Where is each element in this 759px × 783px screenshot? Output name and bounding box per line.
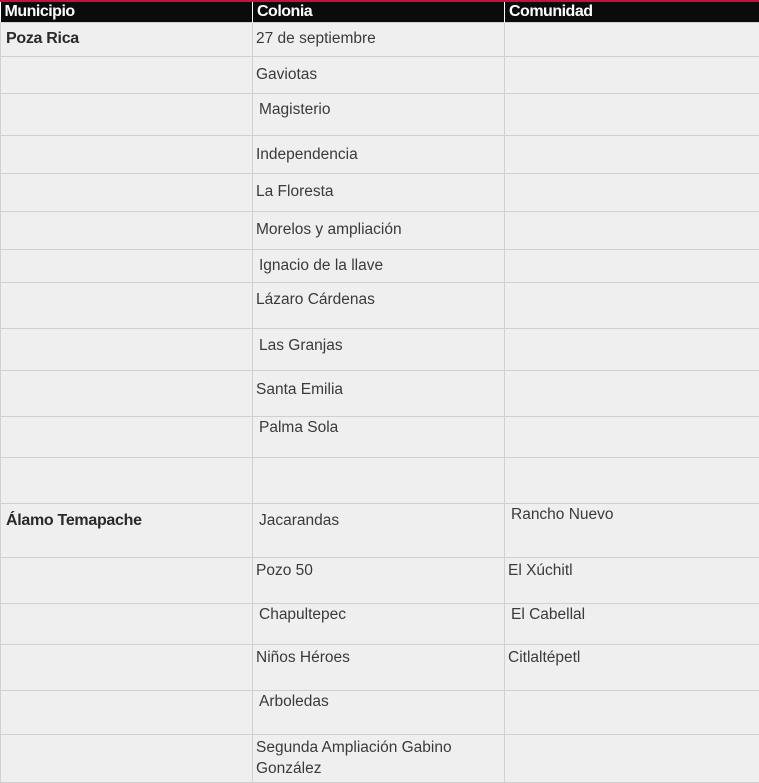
header-colonia: Colonia <box>253 2 505 23</box>
cell-comunidad <box>505 371 759 417</box>
cell-colonia: 27 de septiembre <box>253 23 505 57</box>
table-row <box>1 250 759 283</box>
table-row <box>1 371 759 417</box>
table-row <box>1 57 759 94</box>
table-row <box>1 417 759 458</box>
cell-colonia: Magisterio <box>253 94 505 136</box>
table-row <box>1 174 759 212</box>
cell-colonia: Palma Sola <box>253 417 505 458</box>
table-row <box>1 558 759 604</box>
cell-municipio <box>1 371 253 417</box>
cell-municipio: Álamo Temapache <box>1 504 253 558</box>
header-row <box>1 2 759 23</box>
cell-colonia: Segunda Ampliación Gabino González <box>253 735 505 783</box>
cell-municipio <box>1 645 253 691</box>
cell-colonia: Niños Héroes <box>253 645 505 691</box>
table-row <box>1 23 759 57</box>
cell-municipio <box>1 604 253 645</box>
cell-colonia: Arboledas <box>253 691 505 735</box>
cell-municipio <box>1 174 253 212</box>
cell-comunidad: El Cabellal <box>505 604 759 645</box>
cell-colonia: Chapultepec <box>253 604 505 645</box>
cell-municipio <box>1 136 253 174</box>
cell-comunidad <box>505 94 759 136</box>
cell-municipio <box>1 212 253 250</box>
cell-colonia: Gaviotas <box>253 57 505 94</box>
cell-comunidad <box>505 283 759 329</box>
cell-municipio <box>1 329 253 371</box>
cell-colonia: Lázaro Cárdenas <box>253 283 505 329</box>
cell-colonia <box>253 458 505 504</box>
table-row <box>1 283 759 329</box>
cell-municipio <box>1 691 253 735</box>
cell-colonia: Morelos y ampliación <box>253 212 505 250</box>
table-row <box>1 735 759 783</box>
table-row <box>1 504 759 558</box>
cell-colonia: Ignacio de la llave <box>253 250 505 283</box>
cell-colonia: Santa Emilia <box>253 371 505 417</box>
cell-municipio <box>1 250 253 283</box>
cell-colonia: Jacarandas <box>253 504 505 558</box>
cell-comunidad <box>505 691 759 735</box>
cell-comunidad: Rancho Nuevo <box>505 504 759 558</box>
cell-colonia: Pozo 50 <box>253 558 505 604</box>
cell-comunidad <box>505 174 759 212</box>
cell-comunidad <box>505 212 759 250</box>
cell-comunidad <box>505 329 759 371</box>
cell-comunidad: El Xúchitl <box>505 558 759 604</box>
header-municipio: Municipio <box>1 2 253 23</box>
table-row <box>1 136 759 174</box>
table-row <box>1 212 759 250</box>
cell-comunidad <box>505 136 759 174</box>
municipios-table <box>0 2 759 783</box>
cell-comunidad <box>505 417 759 458</box>
cell-municipio <box>1 458 253 504</box>
table-row <box>1 329 759 371</box>
cell-municipio <box>1 558 253 604</box>
table-row <box>1 94 759 136</box>
cell-colonia: Las Granjas <box>253 329 505 371</box>
table-row <box>1 691 759 735</box>
cell-colonia: La Floresta <box>253 174 505 212</box>
cell-comunidad <box>505 735 759 783</box>
cell-municipio <box>1 417 253 458</box>
header-comunidad: Comunidad <box>505 2 759 23</box>
table-row <box>1 645 759 691</box>
cell-comunidad <box>505 57 759 94</box>
cell-municipio <box>1 94 253 136</box>
cell-comunidad <box>505 250 759 283</box>
cell-municipio <box>1 283 253 329</box>
cell-comunidad <box>505 23 759 57</box>
cell-municipio: Poza Rica <box>1 23 253 57</box>
cell-comunidad: Citlaltépetl <box>505 645 759 691</box>
cell-colonia: Independencia <box>253 136 505 174</box>
cell-municipio <box>1 57 253 94</box>
table-row <box>1 604 759 645</box>
cell-comunidad <box>505 458 759 504</box>
table-row <box>1 458 759 504</box>
cell-municipio <box>1 735 253 783</box>
